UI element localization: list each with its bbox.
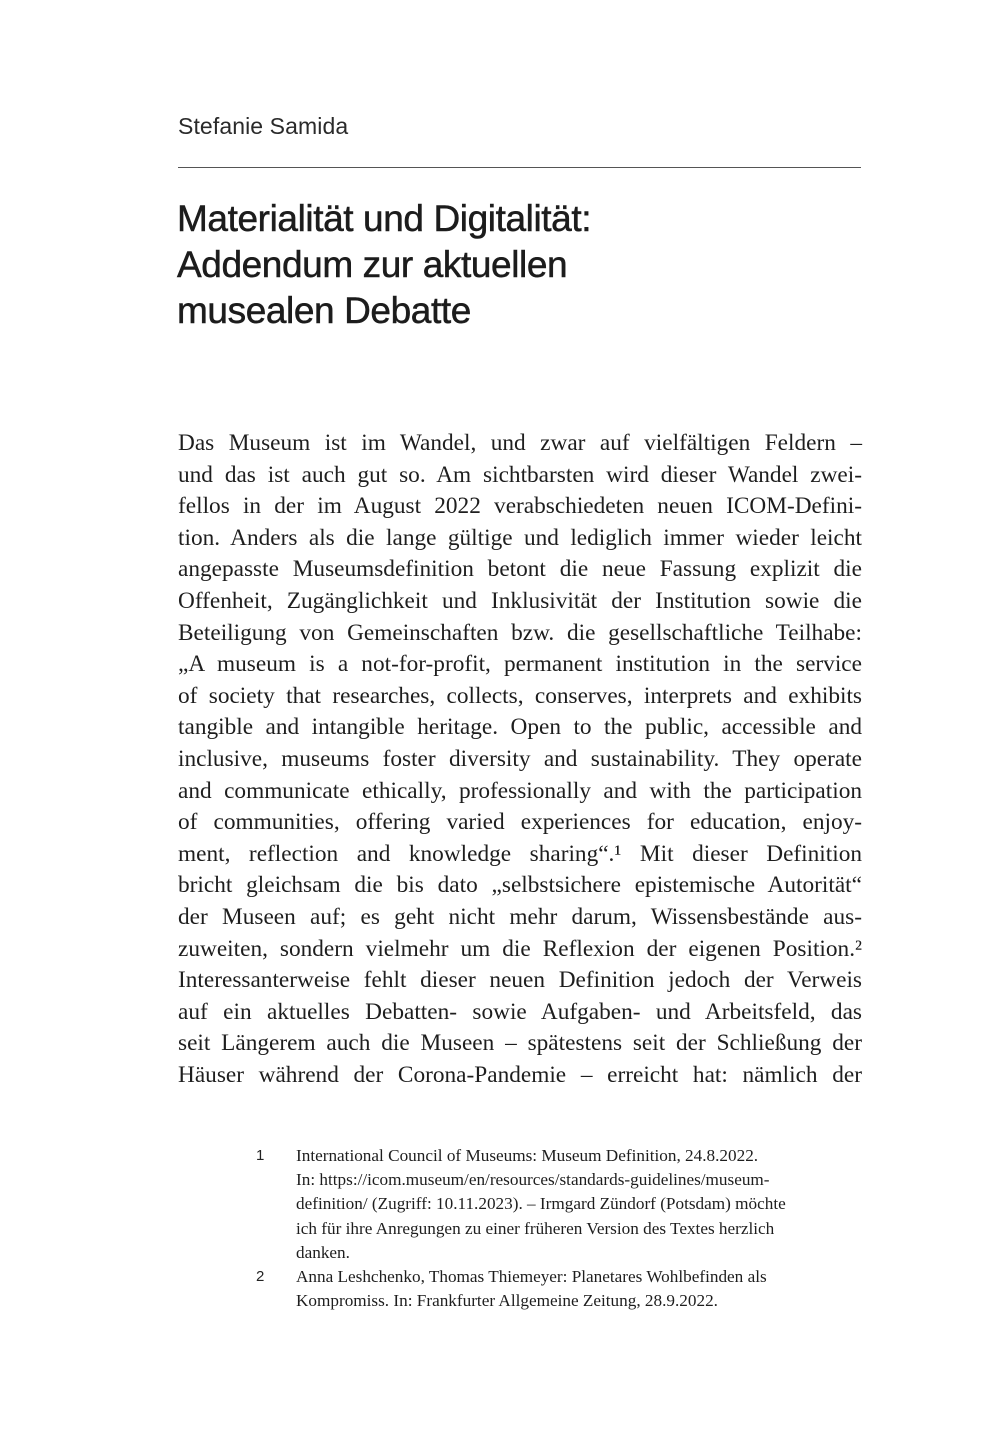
body-line: auf ein aktuelles Debatten- sowie Aufgaben- und Arbeitsfeld, das (178, 998, 862, 1025)
body-line: ment, reflection and knowledge sharing“.¹ Mit dieser Definition (178, 840, 862, 867)
body-paragraph (178, 428, 862, 1091)
footnote-1 (256, 1144, 866, 1265)
body-line: of society that researches, collects, conserves, interprets and exhibits (178, 682, 862, 709)
footnote-number: 1 (256, 1147, 265, 1164)
body-line: seit Längerem auch die Museen – spätestens seit der Schließung der (178, 1030, 862, 1057)
body-line: bricht gleichsam die bis dato „selbstsichere epistemische Autorität“ (178, 872, 862, 899)
footnote-line: In: https://icom.museum/en/resources/standards-guidelines/museum- (296, 1170, 770, 1190)
body-line: fellos in der im August 2022 verabschiedeten neuen ICOM-Defini- (178, 493, 862, 520)
author-name: Stefanie Samida (178, 113, 349, 139)
body-line: und das ist auch gut so. Am sichtbarsten wird dieser Wandel zwei- (178, 461, 862, 488)
footnote-text (296, 1144, 786, 1265)
body-line: Offenheit, Zugänglichkeit und Inklusivität der Institution sowie die (178, 587, 862, 614)
footnote-line: definition/ (Zugriff: 10.11.2023). – Irmgard Zündorf (Potsdam) möchte (296, 1194, 786, 1214)
body-line: tangible and intangible heritage. Open to the public, accessible and (178, 714, 862, 741)
footnote-2 (256, 1265, 866, 1313)
body-line: Beteiligung von Gemeinschaften bzw. die gesellschaftliche Teilhabe: (178, 619, 862, 646)
footnote-number: 2 (256, 1268, 265, 1286)
body-line: and communicate ethically, professionally and with the participation (178, 777, 862, 804)
body-line: inclusive, museums foster diversity and sustainability. They operate (178, 745, 862, 772)
footnote-text (296, 1265, 767, 1313)
title-line: Materialität und Digitalität: (177, 198, 592, 239)
header-divider (178, 167, 861, 168)
footnote-line: Anna Leshchenko, Thomas Thiemeyer: Planetares Wohlbefinden als (296, 1267, 767, 1287)
footnote-line: danken. (296, 1242, 350, 1262)
body-line: Häuser während der Corona-Pandemie – erreicht hat: nämlich der (178, 1061, 862, 1088)
footnote-line: International Council of Museums: Museum Definition, 24.8.2022. (296, 1146, 759, 1165)
title-line: Addendum zur aktuellen (177, 244, 568, 285)
body-line: „A museum is a not-for-profit, permanent institution in the service (178, 651, 862, 678)
body-line: zuweiten, sondern vielmehr um die Reflexion der eigenen Position.² (178, 935, 862, 962)
article-title (177, 196, 867, 334)
body-line: tion. Anders als die lange gültige und lediglich immer wieder leicht (178, 524, 862, 551)
footnotes (256, 1144, 866, 1313)
body-line: of communities, offering varied experiences for education, enjoy- (178, 809, 862, 836)
body-line: der Museen auf; es geht nicht mehr darum, Wissensbestände aus- (178, 903, 862, 930)
body-line: Interessanterweise fehlt dieser neuen Definition jedoch der Verweis (178, 967, 862, 994)
title-line: musealen Debatte (177, 290, 471, 331)
footnote-line: Kompromiss. In: Frankfurter Allgemeine Zeitung, 28.9.2022. (296, 1291, 718, 1311)
footnote-line: ich für ihre Anregungen zu einer früheren Version des Textes herzlich (296, 1218, 775, 1238)
body-line: angepasste Museumsdefinition betont die neue Fassung explizit die (178, 556, 862, 583)
body-line: Das Museum ist im Wandel, und zwar auf vielfältigen Feldern – (178, 430, 862, 456)
